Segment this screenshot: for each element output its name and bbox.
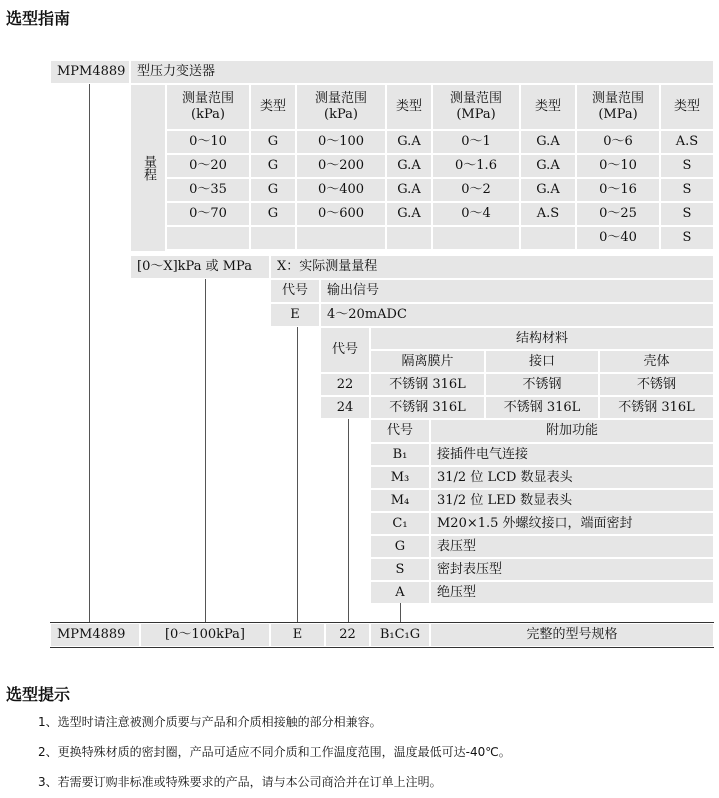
model-label: MPM4889 [50,60,130,84]
range-header-unit: (kPa) [191,107,225,122]
section-title-guide: 选型指南 [6,9,71,28]
material-code: 22 [320,373,370,396]
example-output: E [270,623,325,647]
range-cell: G [250,202,296,226]
range-header-label: 测量范围 [314,91,367,106]
addon-code: B₁ [370,443,430,466]
range-cell: 0～100 [296,130,386,154]
range-cell: 0～16 [576,178,660,202]
range-cell: G.A [386,154,432,178]
range-cell: 0～600 [296,202,386,226]
addon-desc: 绝压型 [430,581,714,604]
range-spec-desc: X：实际测量量程 [270,255,714,279]
range-cell: S [660,178,714,202]
range-header-cell [250,84,296,130]
material-cell: 不锈钢 316L [485,396,599,419]
range-header-label: 类型 [259,99,286,114]
tip-3: 3、若需要订购非标准或特殊要求的产品，请与本公司商洽并在订单上注明。 [38,775,442,789]
range-cell: 0～2 [432,178,520,202]
range-cell: 0～20 [166,154,250,178]
range-cell [166,226,250,250]
range-cell: A.S [520,202,576,226]
material-sub-port: 接口 [485,350,599,373]
range-cell: G.A [386,202,432,226]
range-header-label: 类型 [395,99,422,114]
range-cell: 0～400 [296,178,386,202]
addon-desc: 31/2 位 LCD 数显表头 [430,466,714,489]
range-spec-code: [0～X]kPa 或 MPa [130,255,270,279]
range-header-cell [520,84,576,130]
section-title-tips: 选型提示 [6,685,71,704]
range-cell: 0～70 [166,202,250,226]
addon-code: C₁ [370,512,430,535]
material-cell: 不锈钢 316L [370,373,485,396]
range-cell: G.A [520,154,576,178]
range-cell: A.S [660,130,714,154]
range-cell [386,226,432,250]
connector-line-range [205,279,206,623]
connector-line-addon [400,603,401,623]
range-cell: 0～35 [166,178,250,202]
material-sub-housing: 壳体 [599,350,714,373]
range-cell: 0～25 [576,202,660,226]
material-cell: 不锈钢 [485,373,599,396]
addon-desc: 表压型 [430,535,714,558]
addon-code: G [370,535,430,558]
material-cell: 不锈钢 316L [599,396,714,419]
range-cell: 0～4 [432,202,520,226]
addon-header-code: 代号 [370,419,430,443]
range-cell: G.A [386,178,432,202]
range-cell: G [250,130,296,154]
addon-code: M₃ [370,466,430,489]
example-bottom-rule [50,647,714,648]
range-cell: G [250,154,296,178]
material-header-code: 代号 [320,327,370,373]
material-header-title: 结构材料 [370,327,714,350]
output-desc: 4～20mADC [320,303,714,327]
tip-2: 2、更换特殊材质的密封圈，产品可适应不同介质和工作温度范围，温度最低可达-40℃。 [38,745,511,759]
range-header-cell [660,84,714,130]
material-sub-diaphragm: 隔离膜片 [370,350,485,373]
range-header-label: 测量范围 [181,91,234,106]
addon-code: M₄ [370,489,430,512]
range-side-label [130,84,166,252]
addon-desc: M20×1.5 外螺纹接口，端面密封 [430,512,714,535]
output-code: E [270,303,320,327]
addon-desc: 31/2 位 LED 数显表头 [430,489,714,512]
range-header-label: 测量范围 [449,91,502,106]
connector-line-material [348,419,349,623]
addon-desc: 接插件电气连接 [430,443,714,466]
addon-code: A [370,581,430,604]
example-addon: B₁C₁G [370,623,430,647]
range-header-unit: (MPa) [598,107,638,122]
example-material: 22 [325,623,370,647]
model-description: 型压力变送器 [130,60,714,84]
material-cell: 不锈钢 316L [370,396,485,419]
range-header-label: 测量范围 [591,91,644,106]
material-cell: 不锈钢 [599,373,714,396]
material-code: 24 [320,396,370,419]
range-cell: G.A [520,130,576,154]
range-cell: S [660,202,714,226]
range-cell: 0～10 [166,130,250,154]
range-cell: 0～6 [576,130,660,154]
example-range: [0～100kPa] [140,623,270,647]
tip-1: 1、选型时请注意被测介质要与产品和介质相接触的部分相兼容。 [38,715,382,729]
range-header-unit: (MPa) [456,107,496,122]
example-description: 完整的型号规格 [430,623,714,647]
range-side-label-text: 量程 [141,155,156,181]
range-cell: 0～1.6 [432,154,520,178]
range-cell: G.A [386,130,432,154]
range-header-label: 类型 [673,99,700,114]
output-header-code: 代号 [270,279,320,303]
range-cell: 0～40 [576,226,660,250]
range-cell: S [660,226,714,250]
range-cell [432,226,520,250]
range-cell: 0～10 [576,154,660,178]
range-header-cell [432,84,520,130]
range-cell [520,226,576,250]
range-header-cell [576,84,660,130]
range-header-label: 类型 [534,99,561,114]
example-model: MPM4889 [50,623,140,647]
range-header-unit: (kPa) [324,107,358,122]
addon-desc: 密封表压型 [430,558,714,581]
range-cell [296,226,386,250]
range-cell: G [250,178,296,202]
addon-header-desc: 附加功能 [430,419,714,443]
range-cell: 0～1 [432,130,520,154]
range-cell [250,226,296,250]
output-header-desc: 输出信号 [320,279,714,303]
addon-code: S [370,558,430,581]
connector-line-output [297,327,298,623]
range-cell: G.A [520,178,576,202]
range-cell: S [660,154,714,178]
range-header-cell [166,84,250,130]
range-header-cell [386,84,432,130]
range-header-cell [296,84,386,130]
range-cell: 0～200 [296,154,386,178]
connector-line-model [89,84,90,623]
